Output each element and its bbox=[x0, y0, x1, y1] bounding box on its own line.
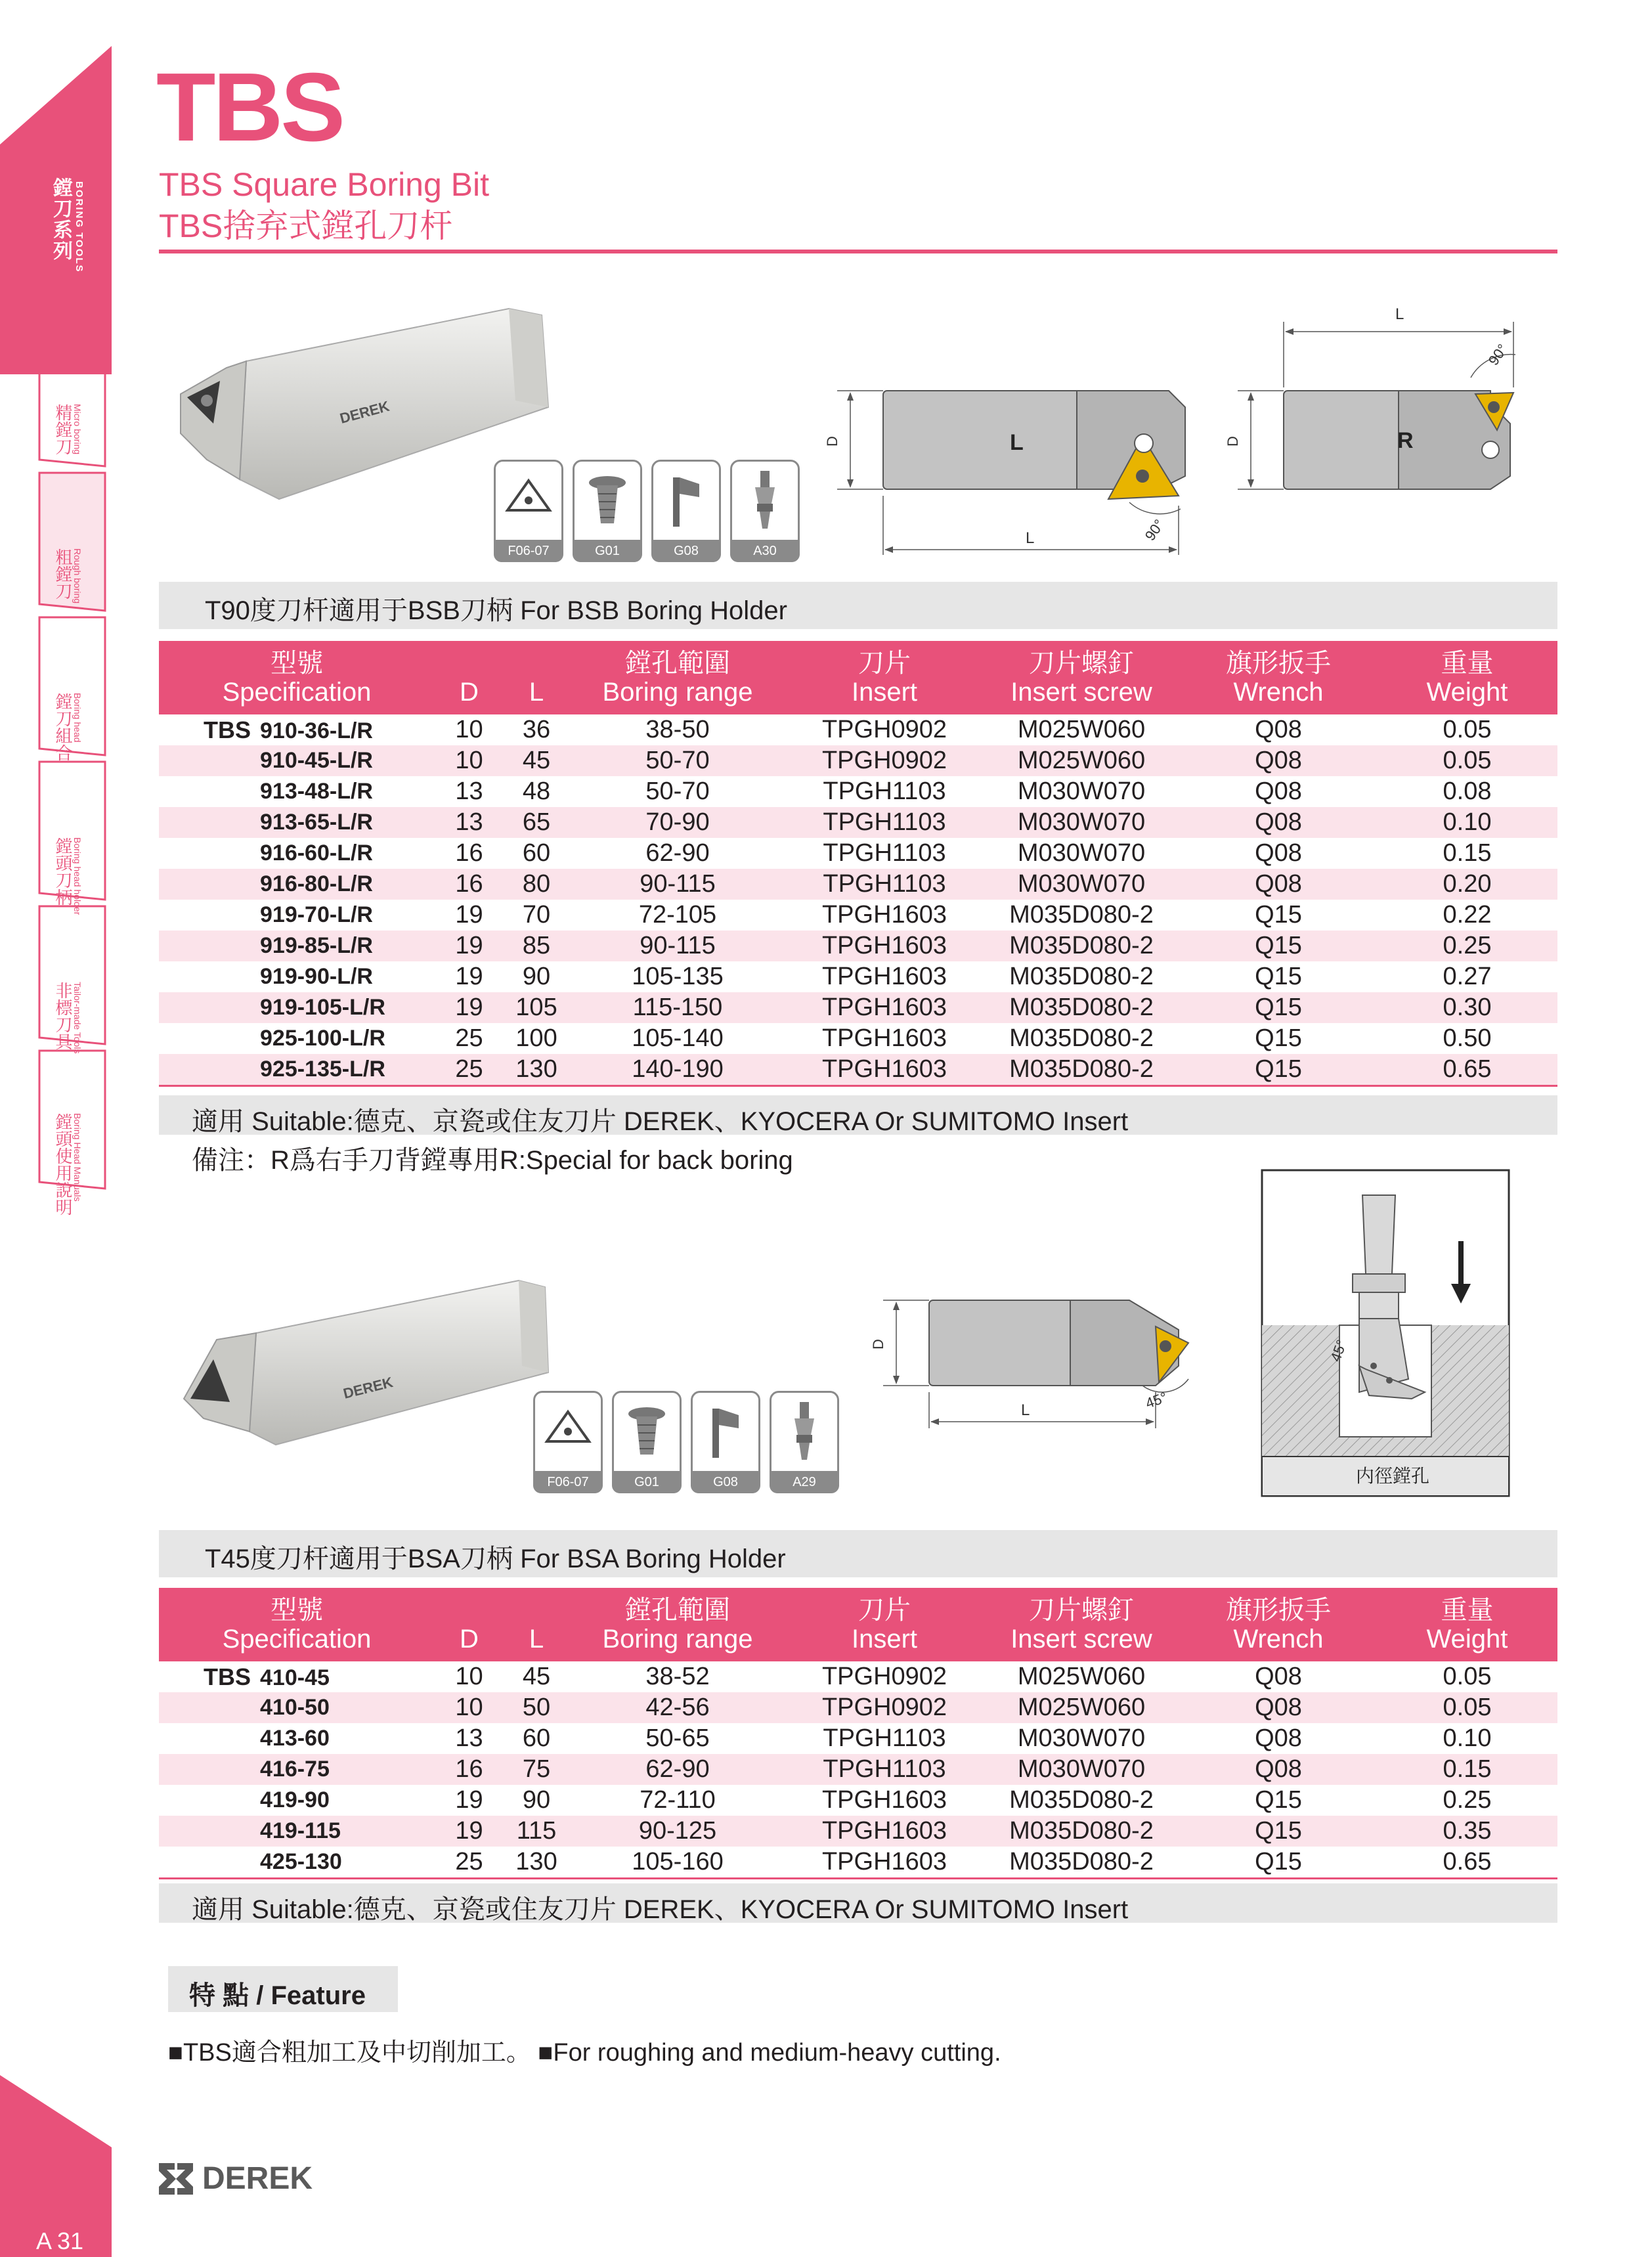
sidebar-item-sublabel: Boring head holder bbox=[72, 837, 83, 915]
spec-code: 910-45-L/R bbox=[260, 748, 373, 773]
brand-prefix: TBS bbox=[204, 1663, 251, 1690]
screw-cell: M035D080-2 bbox=[983, 992, 1180, 1023]
svg-text:DEREK: DEREK bbox=[337, 397, 391, 427]
col-d-header: D bbox=[435, 1588, 504, 1661]
accessory-label: A30 bbox=[730, 540, 800, 562]
weight-cell: 0.05 bbox=[1443, 716, 1492, 743]
sidebar-item-label: 鏜頭使用說明 bbox=[53, 1113, 73, 1216]
l-cell: 75 bbox=[504, 1754, 569, 1785]
spec-cell bbox=[159, 745, 435, 776]
screw-cell: M030W070 bbox=[983, 807, 1180, 838]
sidebar-item-boring-head[interactable] bbox=[0, 673, 112, 804]
range-cell: 140-190 bbox=[569, 1054, 786, 1086]
page-title: TBS bbox=[156, 53, 343, 162]
col-spec-header: 型號 Specification bbox=[159, 641, 435, 714]
d-cell: 16 bbox=[455, 839, 483, 867]
sidebar-item-tailor-made[interactable] bbox=[0, 962, 112, 1093]
table-row bbox=[159, 1723, 1557, 1754]
l-cell: 60 bbox=[522, 1724, 551, 1752]
dim-d-label: D bbox=[1225, 436, 1241, 447]
d-cell: 25 bbox=[435, 1847, 504, 1879]
weight-cell: 0.10 bbox=[1443, 1724, 1492, 1752]
screw-cell: M035D080-2 bbox=[1009, 1024, 1154, 1052]
sidebar-item-label: 粗鏜刀 bbox=[53, 548, 73, 600]
sidebar-item-label: 精鏜刀 bbox=[53, 404, 73, 455]
weight-cell: 0.25 bbox=[1443, 1786, 1492, 1814]
table-body bbox=[159, 1661, 1557, 1879]
spec-cell bbox=[159, 807, 435, 838]
spec-code: 419-115 bbox=[260, 1818, 341, 1843]
spec-cell bbox=[159, 1785, 435, 1816]
derek-logo-icon bbox=[156, 2160, 196, 2197]
spec-table-t90 bbox=[159, 641, 1557, 1087]
spec-cell bbox=[159, 961, 435, 992]
col-spec-header: 型號 Specification bbox=[159, 1588, 435, 1661]
feature-heading-box bbox=[168, 1966, 398, 2012]
screw-cell: M035D080-2 bbox=[1009, 901, 1154, 929]
range-cell: 90-115 bbox=[569, 931, 786, 961]
table-row bbox=[159, 838, 1557, 869]
accessory-label: A29 bbox=[770, 1471, 839, 1493]
screw-cell: M035D080-2 bbox=[983, 1054, 1180, 1086]
weight-cell: 0.25 bbox=[1377, 931, 1557, 961]
spec-cell bbox=[159, 900, 435, 931]
range-cell: 105-140 bbox=[632, 1024, 724, 1052]
range-cell: 62-90 bbox=[569, 1754, 786, 1785]
insert-cell: TPGH0902 bbox=[786, 1692, 983, 1723]
col-screw-header: 刀片螺釘 Insert screw bbox=[983, 641, 1180, 714]
accessory-label: G01 bbox=[612, 1471, 682, 1493]
l-cell: 45 bbox=[522, 1663, 551, 1690]
table-row bbox=[159, 1816, 1557, 1847]
table-row bbox=[159, 1054, 1557, 1086]
wrench-cell: Q08 bbox=[1180, 869, 1377, 900]
l-cell: 85 bbox=[504, 931, 569, 961]
insert-cell: TPGH1603 bbox=[786, 1847, 983, 1879]
spec-code: 919-70-L/R bbox=[260, 902, 373, 927]
col-d-header: D bbox=[435, 641, 504, 714]
accessory-wrench bbox=[691, 1391, 760, 1493]
spec-code: 925-100-L/R bbox=[260, 1026, 385, 1051]
sidebar-item-label: 鏜刀組合 bbox=[53, 693, 73, 761]
range-cell: 72-110 bbox=[640, 1786, 716, 1814]
subtitle-en: TBS Square Boring Bit bbox=[159, 166, 490, 203]
weight-cell: 0.15 bbox=[1443, 839, 1492, 867]
wrench-cell: Q08 bbox=[1255, 778, 1302, 805]
spec-cell bbox=[159, 1023, 435, 1054]
spec-code: 916-80-L/R bbox=[260, 871, 373, 896]
insert-cell: TPGH1603 bbox=[786, 1816, 983, 1847]
feature-title: 特 點 / Feature bbox=[189, 1981, 366, 2010]
insert-cell: TPGH1103 bbox=[823, 839, 946, 867]
l-cell: 130 bbox=[504, 1847, 569, 1879]
sidebar-item-sublabel: Boring Head Manuals bbox=[72, 1113, 83, 1202]
table-row bbox=[159, 714, 1557, 745]
table-row bbox=[159, 745, 1557, 776]
col-wrench-header: 旗形扳手 Wrench bbox=[1180, 641, 1377, 714]
accessory-screw bbox=[573, 460, 642, 562]
screw-cell: M030W070 bbox=[983, 869, 1180, 900]
range-cell: 38-50 bbox=[645, 716, 710, 743]
spec-cell bbox=[159, 1661, 435, 1692]
weight-cell: 0.10 bbox=[1377, 807, 1557, 838]
screw-cell: M035D080-2 bbox=[983, 1816, 1180, 1847]
weight-cell: 0.65 bbox=[1377, 1847, 1557, 1879]
table-row bbox=[159, 1847, 1557, 1879]
spec-code: 925-135-L/R bbox=[260, 1057, 385, 1082]
range-cell: 115-150 bbox=[569, 992, 786, 1023]
screw-cell: M030W070 bbox=[983, 1754, 1180, 1785]
d-cell: 19 bbox=[455, 901, 483, 929]
dim-d-label: D bbox=[824, 436, 840, 447]
spec-cell bbox=[159, 869, 435, 900]
spec-code: 913-65-L/R bbox=[260, 810, 373, 835]
insert-cell: TPGH1103 bbox=[786, 1754, 983, 1785]
screw-cell: M030W070 bbox=[1017, 778, 1146, 805]
screw-cell: M025W060 bbox=[1017, 1663, 1146, 1690]
spec-code: 913-48-L/R bbox=[260, 779, 373, 804]
spec-table-t45 bbox=[159, 1588, 1557, 1879]
insert-cell: TPGH1603 bbox=[786, 1054, 983, 1086]
table-header-row bbox=[159, 1588, 1557, 1661]
table-header-row bbox=[159, 641, 1557, 714]
weight-cell: 0.35 bbox=[1377, 1816, 1557, 1847]
weight-cell: 0.08 bbox=[1443, 778, 1492, 805]
insert-cell: TPGH1103 bbox=[786, 869, 983, 900]
wrench-cell: Q15 bbox=[1180, 931, 1377, 961]
dim-l-label: L bbox=[1021, 1401, 1030, 1419]
table-row bbox=[159, 931, 1557, 961]
wrench-cell: Q08 bbox=[1180, 1754, 1377, 1785]
angle-label: 45° bbox=[1143, 1388, 1169, 1412]
range-cell: 90-125 bbox=[569, 1816, 786, 1847]
wrench-cell: Q15 bbox=[1180, 1054, 1377, 1086]
weight-cell: 0.27 bbox=[1443, 963, 1492, 990]
spec-cell bbox=[159, 776, 435, 807]
spec-code: 410-45 bbox=[260, 1665, 330, 1690]
l-cell: 100 bbox=[515, 1024, 557, 1052]
table-row bbox=[159, 1661, 1557, 1692]
d-cell: 19 bbox=[435, 1816, 504, 1847]
remark-note: 備注：R爲右手刀背鏜專用R:Special for back boring bbox=[192, 1146, 793, 1175]
accessory-label: G01 bbox=[573, 540, 642, 562]
screw-cell: M030W070 bbox=[1017, 1724, 1146, 1752]
range-cell: 50-65 bbox=[645, 1724, 710, 1752]
d-cell: 16 bbox=[435, 869, 504, 900]
l-cell: 60 bbox=[522, 839, 551, 867]
l-cell: 90 bbox=[522, 1786, 551, 1814]
spec-cell bbox=[159, 1847, 435, 1879]
weight-cell: 0.05 bbox=[1443, 1663, 1492, 1690]
spec-cell bbox=[159, 931, 435, 961]
screw-cell: M035D080-2 bbox=[983, 1847, 1180, 1879]
spec-code: 413-60 bbox=[260, 1726, 330, 1751]
inner-boring-label: 内徑鏜孔 bbox=[1356, 1465, 1430, 1487]
wrench-cell: Q08 bbox=[1255, 839, 1302, 867]
d-cell: 10 bbox=[455, 1663, 483, 1690]
table-row bbox=[159, 1023, 1557, 1054]
accessory-insert bbox=[533, 1391, 603, 1493]
suitable-bar-t45 bbox=[159, 1883, 1557, 1923]
accessory-wrench bbox=[651, 460, 721, 562]
weight-cell: 0.20 bbox=[1377, 869, 1557, 900]
suitable-note: 適用 Suitable:德克、京瓷或住友刀片 DEREK、KYOCERA Or SUMITOMO Insert bbox=[192, 1107, 1129, 1136]
insert-cell: TPGH1603 bbox=[786, 992, 983, 1023]
col-weight-header: 重量 Weight bbox=[1377, 1588, 1557, 1661]
footer-brand: DEREK bbox=[202, 2161, 313, 2196]
spec-cell bbox=[159, 1754, 435, 1785]
range-cell: 72-105 bbox=[638, 901, 717, 929]
wrench-cell: Q15 bbox=[1255, 901, 1302, 929]
screw-cell: M025W060 bbox=[983, 1692, 1180, 1723]
range-cell: 90-115 bbox=[569, 869, 786, 900]
screw-cell: M035D080-2 bbox=[1009, 963, 1154, 990]
weight-cell: 0.65 bbox=[1377, 1054, 1557, 1086]
insert-cell: TPGH0902 bbox=[786, 745, 983, 776]
d-cell: 10 bbox=[455, 716, 483, 743]
weight-cell: 0.50 bbox=[1443, 1024, 1492, 1052]
sidebar-item-label: 鏜頭刀柄 bbox=[53, 837, 73, 906]
l-cell: 48 bbox=[522, 778, 551, 805]
drawing-l-label: L bbox=[1010, 430, 1024, 455]
angle-label: 90° bbox=[1141, 516, 1168, 544]
section-bar-t45 bbox=[159, 1530, 1557, 1577]
accessory-insert bbox=[494, 460, 563, 562]
wrench-cell: Q15 bbox=[1255, 1786, 1302, 1814]
sidebar-main-label-en: BORING TOOLS bbox=[74, 181, 85, 273]
sidebar-item-sublabel: Rough boring bbox=[72, 548, 83, 604]
accessory-label: G08 bbox=[691, 1471, 760, 1493]
insert-cell: TPGH0902 bbox=[821, 716, 947, 743]
sidebar-item-rough-boring[interactable] bbox=[0, 529, 112, 660]
l-cell: 80 bbox=[504, 869, 569, 900]
table-body bbox=[159, 714, 1557, 1086]
wrench-cell: Q15 bbox=[1255, 1024, 1302, 1052]
header-rule bbox=[159, 250, 1557, 253]
d-cell: 19 bbox=[435, 992, 504, 1023]
l-cell: 36 bbox=[522, 716, 551, 743]
wrench-cell: Q15 bbox=[1255, 963, 1302, 990]
table-row bbox=[159, 900, 1557, 931]
wrench-cell: Q08 bbox=[1255, 1663, 1302, 1690]
col-range-header: 鏜孔範圍 Boring range bbox=[569, 641, 786, 714]
insert-cell: TPGH1103 bbox=[823, 1724, 946, 1752]
weight-cell: 0.05 bbox=[1377, 745, 1557, 776]
wrench-cell: Q08 bbox=[1180, 807, 1377, 838]
col-range-header: 鏜孔範圍 Boring range bbox=[569, 1588, 786, 1661]
drawing-left-hand bbox=[801, 378, 1195, 575]
section-title: T90度刀杆適用于BSB刀柄 For BSB Boring Holder bbox=[205, 596, 787, 625]
col-l-header: L bbox=[504, 1588, 569, 1661]
table-row bbox=[159, 869, 1557, 900]
screw-cell: M025W060 bbox=[1017, 716, 1146, 743]
weight-cell: 0.30 bbox=[1377, 992, 1557, 1023]
l-cell: 45 bbox=[504, 745, 569, 776]
sidebar-item-micro-boring[interactable] bbox=[0, 384, 112, 515]
insert-cell: TPGH1603 bbox=[821, 1786, 947, 1814]
insert-cell: TPGH1103 bbox=[823, 778, 946, 805]
sidebar-item-sublabel: Micro boring bbox=[72, 404, 83, 455]
spec-code: 910-36-L/R bbox=[260, 718, 373, 743]
l-cell: 70 bbox=[522, 901, 551, 929]
suitable-note: 適用 Suitable:德克、京瓷或住友刀片 DEREK、KYOCERA Or SUMITOMO Insert bbox=[192, 1895, 1129, 1924]
angle-label: 45° bbox=[1327, 1337, 1351, 1364]
accessory-label: G08 bbox=[651, 540, 721, 562]
screw-cell: M025W060 bbox=[983, 745, 1180, 776]
col-insert-header: 刀片 Insert bbox=[786, 641, 983, 714]
screw-cell: M035D080-2 bbox=[983, 931, 1180, 961]
l-cell: 90 bbox=[522, 963, 551, 990]
accessory-screw bbox=[612, 1391, 682, 1493]
inner-boring-diagram bbox=[1261, 1169, 1510, 1497]
table-row bbox=[159, 1754, 1557, 1785]
table-row bbox=[159, 776, 1557, 807]
brand-prefix: TBS bbox=[204, 716, 251, 743]
d-cell: 19 bbox=[455, 963, 483, 990]
spec-cell bbox=[159, 1816, 435, 1847]
spec-code: 919-85-L/R bbox=[260, 933, 373, 958]
svg-text:DEREK: DEREK bbox=[341, 1373, 395, 1402]
accessory-label: F06-07 bbox=[533, 1471, 603, 1493]
sidebar-corner bbox=[0, 46, 112, 144]
section-bar-t90 bbox=[159, 582, 1557, 629]
insert-cell: TPGH1603 bbox=[821, 901, 947, 929]
wrench-cell: Q15 bbox=[1180, 992, 1377, 1023]
spec-code: 416-75 bbox=[260, 1757, 330, 1782]
wrench-cell: Q15 bbox=[1180, 1816, 1377, 1847]
wrench-cell: Q15 bbox=[1180, 1847, 1377, 1879]
insert-cell: TPGH1603 bbox=[821, 963, 947, 990]
section-title: T45度刀杆適用于BSA刀柄 For BSA Boring Holder bbox=[205, 1545, 786, 1573]
insert-cell: TPGH1603 bbox=[821, 1024, 947, 1052]
weight-cell: 0.05 bbox=[1377, 1692, 1557, 1723]
d-cell: 13 bbox=[455, 1724, 483, 1752]
spec-cell bbox=[159, 714, 435, 745]
sidebar-item-sublabel: Boring head bbox=[72, 693, 83, 743]
d-cell: 19 bbox=[435, 931, 504, 961]
d-cell: 10 bbox=[435, 1692, 504, 1723]
feature-text: ■TBS適合粗加工及中切削加工。 ■For roughing and medium-heavy cutting. bbox=[168, 2039, 1001, 2067]
col-insert-header: 刀片 Insert bbox=[786, 1588, 983, 1661]
sidebar-nav bbox=[0, 328, 112, 1235]
table-row bbox=[159, 1785, 1557, 1816]
range-cell: 38-52 bbox=[645, 1663, 710, 1690]
spec-cell bbox=[159, 1692, 435, 1723]
insert-cell: TPGH1103 bbox=[786, 807, 983, 838]
spec-code: 410-50 bbox=[260, 1695, 330, 1720]
drawing-right-hand bbox=[1202, 296, 1569, 506]
range-cell: 70-90 bbox=[569, 807, 786, 838]
d-cell: 19 bbox=[455, 1786, 483, 1814]
page-number: A 31 bbox=[36, 2227, 84, 2254]
accessory-label: F06-07 bbox=[494, 540, 563, 562]
range-cell: 50-70 bbox=[645, 778, 710, 805]
spec-code: 919-90-L/R bbox=[260, 964, 373, 989]
l-cell: 50 bbox=[504, 1692, 569, 1723]
dim-l-label: L bbox=[1395, 305, 1404, 323]
dim-d-label: D bbox=[870, 1339, 886, 1349]
wrench-cell: Q08 bbox=[1255, 716, 1302, 743]
sidebar-item-manuals[interactable] bbox=[0, 1100, 112, 1231]
range-cell: 42-56 bbox=[569, 1692, 786, 1723]
l-cell: 65 bbox=[504, 807, 569, 838]
l-cell: 115 bbox=[504, 1816, 569, 1847]
sidebar-main-label: 鏜刀系列 bbox=[50, 177, 72, 261]
wrench-cell: Q08 bbox=[1180, 745, 1377, 776]
d-cell: 13 bbox=[455, 778, 483, 805]
sidebar-item-sublabel: Tailor-made Tools bbox=[72, 982, 83, 1054]
sidebar-item-label: 非標刀具 bbox=[53, 982, 73, 1050]
angle-label: 90° bbox=[1485, 341, 1511, 368]
col-wrench-header: 旗形扳手 Wrench bbox=[1180, 1588, 1377, 1661]
insert-cell: TPGH1603 bbox=[786, 931, 983, 961]
weight-cell: 0.15 bbox=[1377, 1754, 1557, 1785]
range-cell: 62-90 bbox=[645, 839, 710, 867]
l-cell: 105 bbox=[504, 992, 569, 1023]
table-row bbox=[159, 992, 1557, 1023]
d-cell: 16 bbox=[435, 1754, 504, 1785]
spec-cell bbox=[159, 838, 435, 869]
col-screw-header: 刀片螺釘 Insert screw bbox=[983, 1588, 1180, 1661]
l-cell: 130 bbox=[504, 1054, 569, 1086]
table-row bbox=[159, 961, 1557, 992]
subtitle-zh: TBS捨弃式鏜孔刀杆 bbox=[159, 208, 453, 244]
screw-cell: M030W070 bbox=[1017, 839, 1146, 867]
d-cell: 13 bbox=[435, 807, 504, 838]
spec-code: 919-105-L/R bbox=[260, 995, 385, 1020]
spec-cell bbox=[159, 1723, 435, 1754]
spec-cell bbox=[159, 1054, 435, 1086]
drawing-r-label: R bbox=[1397, 428, 1414, 453]
tool-photo-t45 bbox=[177, 1248, 558, 1464]
range-cell: 105-160 bbox=[569, 1847, 786, 1879]
dim-l-label: L bbox=[1026, 529, 1035, 547]
sidebar-item-boring-head-holder[interactable] bbox=[0, 818, 112, 949]
range-cell: 50-70 bbox=[569, 745, 786, 776]
accessory-holder bbox=[770, 1391, 839, 1493]
accessory-holder bbox=[730, 460, 800, 562]
col-weight-header: 重量 Weight bbox=[1377, 641, 1557, 714]
screw-cell: M035D080-2 bbox=[1009, 1786, 1154, 1814]
d-cell: 25 bbox=[455, 1024, 483, 1052]
wrench-cell: Q08 bbox=[1180, 1692, 1377, 1723]
table-row bbox=[159, 807, 1557, 838]
spec-code: 419-90 bbox=[260, 1787, 330, 1812]
spec-code: 916-60-L/R bbox=[260, 841, 373, 866]
col-l-header: L bbox=[504, 641, 569, 714]
suitable-bar-t90 bbox=[159, 1095, 1557, 1135]
range-cell: 105-135 bbox=[632, 963, 724, 990]
wrench-cell: Q08 bbox=[1255, 1724, 1302, 1752]
d-cell: 25 bbox=[435, 1054, 504, 1086]
d-cell: 10 bbox=[435, 745, 504, 776]
weight-cell: 0.22 bbox=[1443, 901, 1492, 929]
spec-code: 425-130 bbox=[260, 1849, 342, 1874]
table-row bbox=[159, 1692, 1557, 1723]
spec-cell bbox=[159, 992, 435, 1023]
insert-cell: TPGH0902 bbox=[821, 1663, 947, 1690]
drawing-t45 bbox=[847, 1281, 1202, 1432]
